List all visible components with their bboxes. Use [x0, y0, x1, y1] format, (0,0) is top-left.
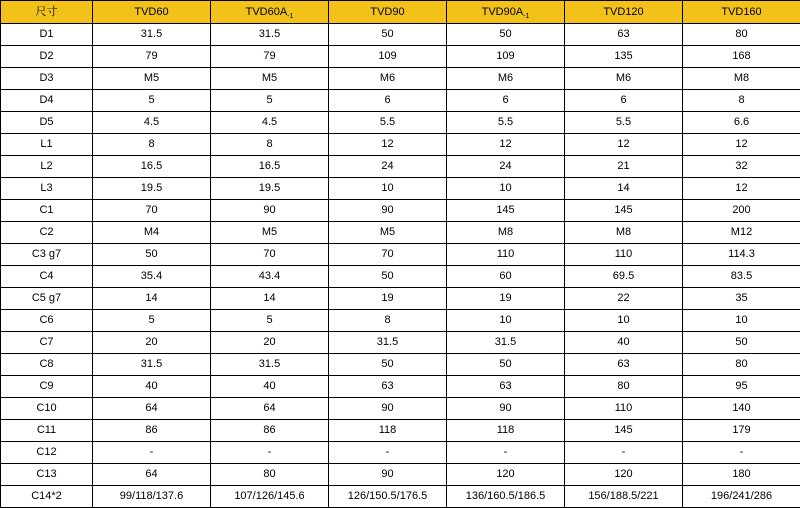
table-cell: 50 — [329, 24, 447, 46]
table-cell: 32 — [683, 156, 800, 178]
table-cell: M8 — [683, 68, 800, 90]
column-header-subscript: -1 — [523, 13, 529, 20]
table-cell: 90 — [447, 398, 565, 420]
table-cell: 50 — [93, 244, 211, 266]
table-cell: 168 — [683, 46, 800, 68]
table-cell: 114.3 — [683, 244, 800, 266]
table-row — [1, 244, 800, 266]
table-cell: - — [565, 442, 683, 464]
table-row — [1, 420, 800, 442]
table-cell: 120 — [447, 464, 565, 486]
table-cell: 4.5 — [93, 112, 211, 134]
table-cell: 86 — [211, 420, 329, 442]
column-header-label: TVD90A — [482, 6, 524, 18]
table-cell: 10 — [683, 310, 800, 332]
row-label: C8 — [1, 354, 93, 376]
table-cell: 118 — [329, 420, 447, 442]
table-cell: 83.5 — [683, 266, 800, 288]
table-cell: 20 — [93, 332, 211, 354]
table-cell: M12 — [683, 222, 800, 244]
row-label: L2 — [1, 156, 93, 178]
table-header — [1, 1, 800, 24]
table-cell: 79 — [93, 46, 211, 68]
table-cell: 110 — [447, 244, 565, 266]
table-cell: 80 — [211, 464, 329, 486]
table-cell: 64 — [211, 398, 329, 420]
row-label: C2 — [1, 222, 93, 244]
table-cell: M5 — [211, 68, 329, 90]
table-cell: 99/118/137.6 — [93, 486, 211, 508]
table-cell: 31.5 — [93, 24, 211, 46]
table-cell: 5 — [93, 310, 211, 332]
table-cell: 5.5 — [447, 112, 565, 134]
table-cell: 8 — [211, 134, 329, 156]
table-cell: 107/126/145.6 — [211, 486, 329, 508]
table-cell: M5 — [93, 68, 211, 90]
table-cell: 110 — [565, 398, 683, 420]
table-cell: 10 — [565, 310, 683, 332]
table-row — [1, 486, 800, 508]
table-cell: 21 — [565, 156, 683, 178]
table-row — [1, 178, 800, 200]
table-cell: 180 — [683, 464, 800, 486]
row-label: C11 — [1, 420, 93, 442]
table-cell: 10 — [447, 178, 565, 200]
table-cell: 50 — [329, 354, 447, 376]
row-label: L1 — [1, 134, 93, 156]
table-cell: 80 — [565, 376, 683, 398]
table-cell: - — [329, 442, 447, 464]
table-row — [1, 200, 800, 222]
row-label: D3 — [1, 68, 93, 90]
table-row — [1, 222, 800, 244]
table-row — [1, 24, 800, 46]
table-cell: 19 — [329, 288, 447, 310]
table-cell: 109 — [329, 46, 447, 68]
table-cell: 60 — [447, 266, 565, 288]
table-cell: 8 — [329, 310, 447, 332]
table-cell: 50 — [329, 266, 447, 288]
table-cell: M5 — [211, 222, 329, 244]
table-row — [1, 442, 800, 464]
table-cell: 24 — [329, 156, 447, 178]
table-cell: 70 — [329, 244, 447, 266]
table-row — [1, 134, 800, 156]
table-cell: 22 — [565, 288, 683, 310]
row-label: C9 — [1, 376, 93, 398]
row-label: D2 — [1, 46, 93, 68]
table-cell: 145 — [447, 200, 565, 222]
table-row — [1, 288, 800, 310]
column-header-tvd160 — [683, 1, 800, 24]
table-row — [1, 464, 800, 486]
table-cell: 40 — [211, 376, 329, 398]
table-cell: M6 — [329, 68, 447, 90]
table-cell: 5 — [93, 90, 211, 112]
column-header-size — [1, 1, 93, 24]
table-cell: - — [683, 442, 800, 464]
row-label: L3 — [1, 178, 93, 200]
table-cell: - — [211, 442, 329, 464]
table-cell: 5.5 — [329, 112, 447, 134]
table-cell: 40 — [93, 376, 211, 398]
table-cell: 14 — [565, 178, 683, 200]
table-cell: 5 — [211, 310, 329, 332]
table-row — [1, 354, 800, 376]
table-row — [1, 266, 800, 288]
row-label: D1 — [1, 24, 93, 46]
table-cell: 19.5 — [93, 178, 211, 200]
row-label: C5 g7 — [1, 288, 93, 310]
column-header-subscript: -1 — [287, 13, 293, 20]
table-cell: M5 — [329, 222, 447, 244]
table-cell: 12 — [329, 134, 447, 156]
table-cell: 63 — [565, 24, 683, 46]
table-cell: 140 — [683, 398, 800, 420]
table-cell: 64 — [93, 398, 211, 420]
table-cell: 31.5 — [93, 354, 211, 376]
table-cell: 19.5 — [211, 178, 329, 200]
table-cell: 14 — [211, 288, 329, 310]
table-cell: 109 — [447, 46, 565, 68]
table-cell: 80 — [683, 354, 800, 376]
table-row — [1, 68, 800, 90]
table-cell: 156/188.5/221 — [565, 486, 683, 508]
row-label: C13 — [1, 464, 93, 486]
table-cell: 12 — [683, 178, 800, 200]
table-row — [1, 376, 800, 398]
column-header-label: TVD90 — [370, 6, 404, 18]
table-cell: 86 — [93, 420, 211, 442]
row-label: C7 — [1, 332, 93, 354]
table-cell: - — [93, 442, 211, 464]
table-cell: 126/150.5/176.5 — [329, 486, 447, 508]
table-row — [1, 398, 800, 420]
table-row — [1, 112, 800, 134]
table-cell: 10 — [447, 310, 565, 332]
row-label: C10 — [1, 398, 93, 420]
table-cell: 196/241/286 — [683, 486, 800, 508]
column-header-label: TVD160 — [721, 6, 761, 18]
table-cell: 145 — [565, 200, 683, 222]
table-cell: 80 — [683, 24, 800, 46]
table-cell: 90 — [211, 200, 329, 222]
column-header-tvd120 — [565, 1, 683, 24]
table-cell: 90 — [329, 464, 447, 486]
column-header-tvd60a — [211, 1, 329, 24]
table-cell: 50 — [447, 354, 565, 376]
column-header-label: TVD60A — [246, 6, 288, 18]
table-cell: 110 — [565, 244, 683, 266]
table-row — [1, 46, 800, 68]
table-cell: M6 — [565, 68, 683, 90]
column-header-tvd90a — [447, 1, 565, 24]
column-header-label: TVD120 — [603, 6, 643, 18]
header-row — [1, 1, 800, 24]
table-cell: 8 — [683, 90, 800, 112]
table-cell: 31.5 — [447, 332, 565, 354]
table-cell: 16.5 — [211, 156, 329, 178]
table-row — [1, 90, 800, 112]
table-cell: M4 — [93, 222, 211, 244]
table-cell: 64 — [93, 464, 211, 486]
table-cell: 90 — [329, 398, 447, 420]
column-header-label: TVD60 — [134, 6, 168, 18]
table-cell: 40 — [565, 332, 683, 354]
table-cell: 200 — [683, 200, 800, 222]
table-cell: 6 — [447, 90, 565, 112]
table-cell: 8 — [93, 134, 211, 156]
table-cell: 63 — [329, 376, 447, 398]
table-cell: 136/160.5/186.5 — [447, 486, 565, 508]
table-cell: 6.6 — [683, 112, 800, 134]
table-cell: 14 — [93, 288, 211, 310]
row-label: C1 — [1, 200, 93, 222]
table-cell: 179 — [683, 420, 800, 442]
table-cell: 118 — [447, 420, 565, 442]
table-row — [1, 332, 800, 354]
table-cell: 50 — [683, 332, 800, 354]
table-cell: M8 — [565, 222, 683, 244]
table-cell: 63 — [447, 376, 565, 398]
table-row — [1, 310, 800, 332]
table-cell: 10 — [329, 178, 447, 200]
row-label: C4 — [1, 266, 93, 288]
table-cell: 31.5 — [211, 24, 329, 46]
table-cell: 70 — [93, 200, 211, 222]
column-header-tvd90 — [329, 1, 447, 24]
table-cell: 120 — [565, 464, 683, 486]
table-cell: 70 — [211, 244, 329, 266]
table-cell: 16.5 — [93, 156, 211, 178]
table-cell: 35 — [683, 288, 800, 310]
table-cell: - — [447, 442, 565, 464]
table-cell: 135 — [565, 46, 683, 68]
table-cell: 79 — [211, 46, 329, 68]
table-cell: 5 — [211, 90, 329, 112]
table-cell: 35.4 — [93, 266, 211, 288]
column-header-label: 尺寸 — [36, 6, 58, 18]
table-cell: 24 — [447, 156, 565, 178]
table-cell: 31.5 — [211, 354, 329, 376]
table-cell: M8 — [447, 222, 565, 244]
column-header-tvd60 — [93, 1, 211, 24]
table-cell: 145 — [565, 420, 683, 442]
row-label: C14*2 — [1, 486, 93, 508]
table-body — [1, 24, 800, 508]
table-cell: 63 — [565, 354, 683, 376]
row-label: D4 — [1, 90, 93, 112]
table-cell: 5.5 — [565, 112, 683, 134]
row-label: C3 g7 — [1, 244, 93, 266]
table-cell: 43.4 — [211, 266, 329, 288]
table-cell: 6 — [565, 90, 683, 112]
table-cell: M6 — [447, 68, 565, 90]
table-cell: 69.5 — [565, 266, 683, 288]
table-cell: 12 — [565, 134, 683, 156]
table-cell: 12 — [683, 134, 800, 156]
row-label: C6 — [1, 310, 93, 332]
table-cell: 90 — [329, 200, 447, 222]
table-cell: 95 — [683, 376, 800, 398]
table-cell: 12 — [447, 134, 565, 156]
table-row — [1, 156, 800, 178]
table-cell: 6 — [329, 90, 447, 112]
table-cell: 20 — [211, 332, 329, 354]
row-label: D5 — [1, 112, 93, 134]
table-cell: 19 — [447, 288, 565, 310]
table-cell: 50 — [447, 24, 565, 46]
row-label: C12 — [1, 442, 93, 464]
table-cell: 31.5 — [329, 332, 447, 354]
table-cell: 4.5 — [211, 112, 329, 134]
